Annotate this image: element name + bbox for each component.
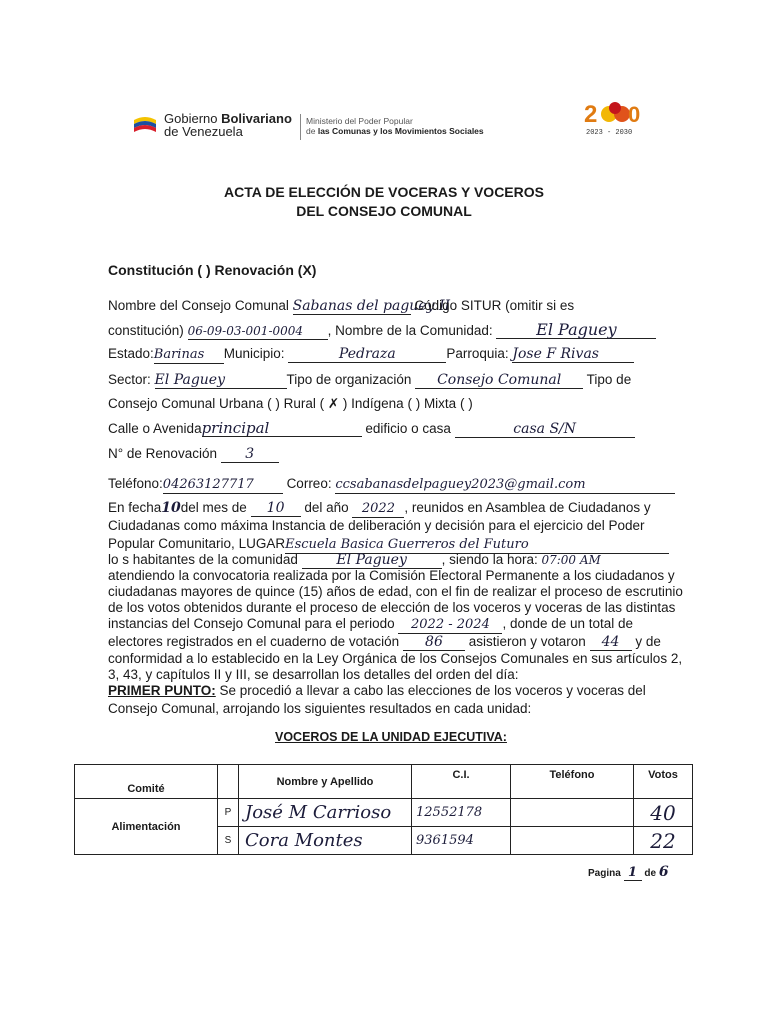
nombre-label: Nombre del Consejo Comunal: [108, 298, 289, 313]
header-votos: Votos: [634, 765, 693, 799]
ci-cell: 12552178: [412, 799, 511, 827]
venezuela-flag-icon: [132, 114, 158, 138]
edificio-value: casa S/N: [455, 421, 635, 438]
tipo-org-label: Tipo de organización: [286, 372, 412, 387]
consejo-tipo-options: Consejo Comunal Urbana ( ) Rural ( ✗ ) Indígena ( ) Mixta ( ): [108, 396, 473, 411]
ministry-logo-text: Ministerio del Poder Popular de las Comunas y los Movimientos Sociales: [306, 116, 484, 136]
pagina-label: Pagina: [588, 868, 621, 879]
body-text: conformidad a lo establecido en la Ley Orgánica de los Consejos Comunales en sus artículos 2,: [108, 651, 683, 666]
body-text: electores registrados en el cuaderno de votación: [108, 634, 400, 649]
body-text: y de: [635, 634, 661, 649]
comunidad-label: , Nombre de la Comunidad:: [327, 323, 493, 338]
body-text: , reunidos en Asamblea de Ciudadanos y: [404, 500, 651, 515]
body-text: del mes de: [180, 500, 247, 515]
comunidad-value: El Paguey: [496, 322, 656, 339]
body-text: Consejo Comunal, arrojando los siguientes resultados en cada unidad:: [108, 701, 532, 716]
phone-cell: [511, 827, 634, 855]
situr-value: 06-09-03-001-0004: [188, 323, 328, 340]
body-text: lo s habitantes de la comunidad: [108, 552, 298, 567]
table-row: [75, 799, 693, 827]
telefono-label: Teléfono:: [108, 476, 163, 491]
svg-text:0: 0: [628, 102, 641, 127]
total-pages: 6: [658, 864, 669, 880]
header-role: [218, 765, 239, 799]
role-cell: P: [218, 799, 239, 827]
estado-value: Barinas: [154, 347, 224, 364]
voceros-table: [74, 764, 693, 855]
logo-divider: [300, 114, 301, 140]
telefono-value: 04263127717: [163, 477, 283, 494]
body-text: atendiendo la convocatoria realizada por la Comisión Electoral Permanente a los ciudadanos y: [108, 568, 675, 583]
body-text: Popular Comunitario, LUGAR: [108, 536, 286, 551]
nombre-value: Sabanas del paguey II: [292, 298, 451, 314]
registrados-value: 86: [403, 634, 465, 651]
body-text: 3, 43, y capítulos II y III, se desarrollan los detalles del orden del día:: [108, 667, 519, 682]
hora-value: 07:00 AM: [541, 553, 601, 567]
body-text: Ciudadanas como máxima Instancia de deliberación y decisión para el ejercicio del Poder: [108, 518, 645, 533]
votes-cell: 40: [634, 799, 693, 827]
sector-label: Sector:: [108, 372, 151, 387]
body-text: de los votos obtenidos durante el proceso de elección de los voceros y voceras de las distintas: [108, 600, 676, 615]
body-text: asistieron y votaron: [468, 634, 586, 649]
header-nombre: Nombre y Apellido: [239, 765, 412, 799]
document-subtitle: DEL CONSEJO COMUNAL: [296, 203, 472, 219]
month-value: 10: [251, 500, 301, 517]
body-text: Se procedió a llevar a cabo las elecciones de los voceros y voceras del: [215, 683, 646, 698]
de-label: de: [644, 868, 657, 879]
name-cell: José M Carrioso: [239, 799, 412, 827]
name-cell: Cora Montes: [239, 827, 412, 855]
periodo-value: 2022 - 2024: [398, 617, 502, 634]
calle-label: Calle o Avenida: [108, 421, 202, 436]
year-value: 2022: [352, 501, 404, 518]
table-header-row: [75, 765, 693, 799]
role-cell: S: [218, 827, 239, 855]
type-selection: Constitución ( ) Renovación (X): [108, 262, 317, 278]
ci-cell: 9361594: [412, 827, 511, 855]
header-ci: C.I.: [412, 765, 511, 799]
body-text: del año: [304, 500, 349, 515]
renovacion-value: 3: [221, 446, 279, 463]
codigo-label: Código SITUR (omitir si es: [414, 298, 575, 313]
emblem-2030-logo: [582, 98, 652, 138]
edificio-label: edificio o casa: [365, 421, 451, 436]
government-logo-text: Gobierno Bolivariano de Venezuela: [164, 111, 292, 139]
parroquia-label: Parroquia:: [446, 346, 509, 361]
svg-text:2023 - 2030: 2023 - 2030: [586, 129, 633, 137]
parroquia-value: Jose F Rivas: [512, 346, 634, 363]
body-text: , donde de un total de: [502, 616, 634, 631]
constitucion-label: constitución): [108, 323, 184, 338]
estado-label: Estado:: [108, 346, 154, 361]
municipio-value: Pedraza: [288, 346, 446, 363]
tipo-de-label: Tipo de: [586, 372, 632, 387]
renovacion-label: N° de Renovación: [108, 446, 217, 461]
section-title: VOCEROS DE LA UNIDAD EJECUTIVA:: [275, 730, 507, 744]
tipo-org-value: Consejo Comunal: [415, 372, 583, 389]
body-text: En fecha: [108, 500, 162, 515]
svg-text:2: 2: [584, 101, 598, 128]
calle-value: principal: [202, 420, 362, 437]
body-text: instancias del Consejo Comunal para el periodo: [108, 616, 395, 631]
header-telefono: Teléfono: [511, 765, 634, 799]
correo-label: Correo:: [286, 476, 332, 491]
municipio-label: Municipio:: [223, 346, 285, 361]
committee-cell: Alimentación: [75, 799, 218, 855]
lugar-value: Escuela Basica Guerreros del Futuro: [285, 537, 669, 554]
body-text: , siendo la hora:: [441, 552, 538, 567]
phone-cell: [511, 799, 634, 827]
comunidad-body-value: El Paguey: [302, 552, 442, 569]
correo-value: ccsabanasdelpaguey2023@gmail.com: [335, 477, 675, 494]
primer-punto-label: PRIMER PUNTO:: [108, 683, 216, 698]
votes-cell: 22: [634, 827, 693, 855]
page-number: [588, 864, 669, 881]
body-text: ciudadanas mayores de quince (15) años de edad, con el fin de realizar el proceso de escrutinio: [108, 584, 683, 599]
votaron-value: 44: [590, 634, 632, 651]
sector-value: El Paguey: [155, 372, 287, 389]
document-title: ACTA DE ELECCIÓN DE VOCERAS Y VOCEROS: [224, 184, 544, 200]
day-value: 10: [161, 500, 181, 516]
header-comite: Comité: [75, 765, 218, 799]
page-value: 1: [624, 865, 642, 881]
